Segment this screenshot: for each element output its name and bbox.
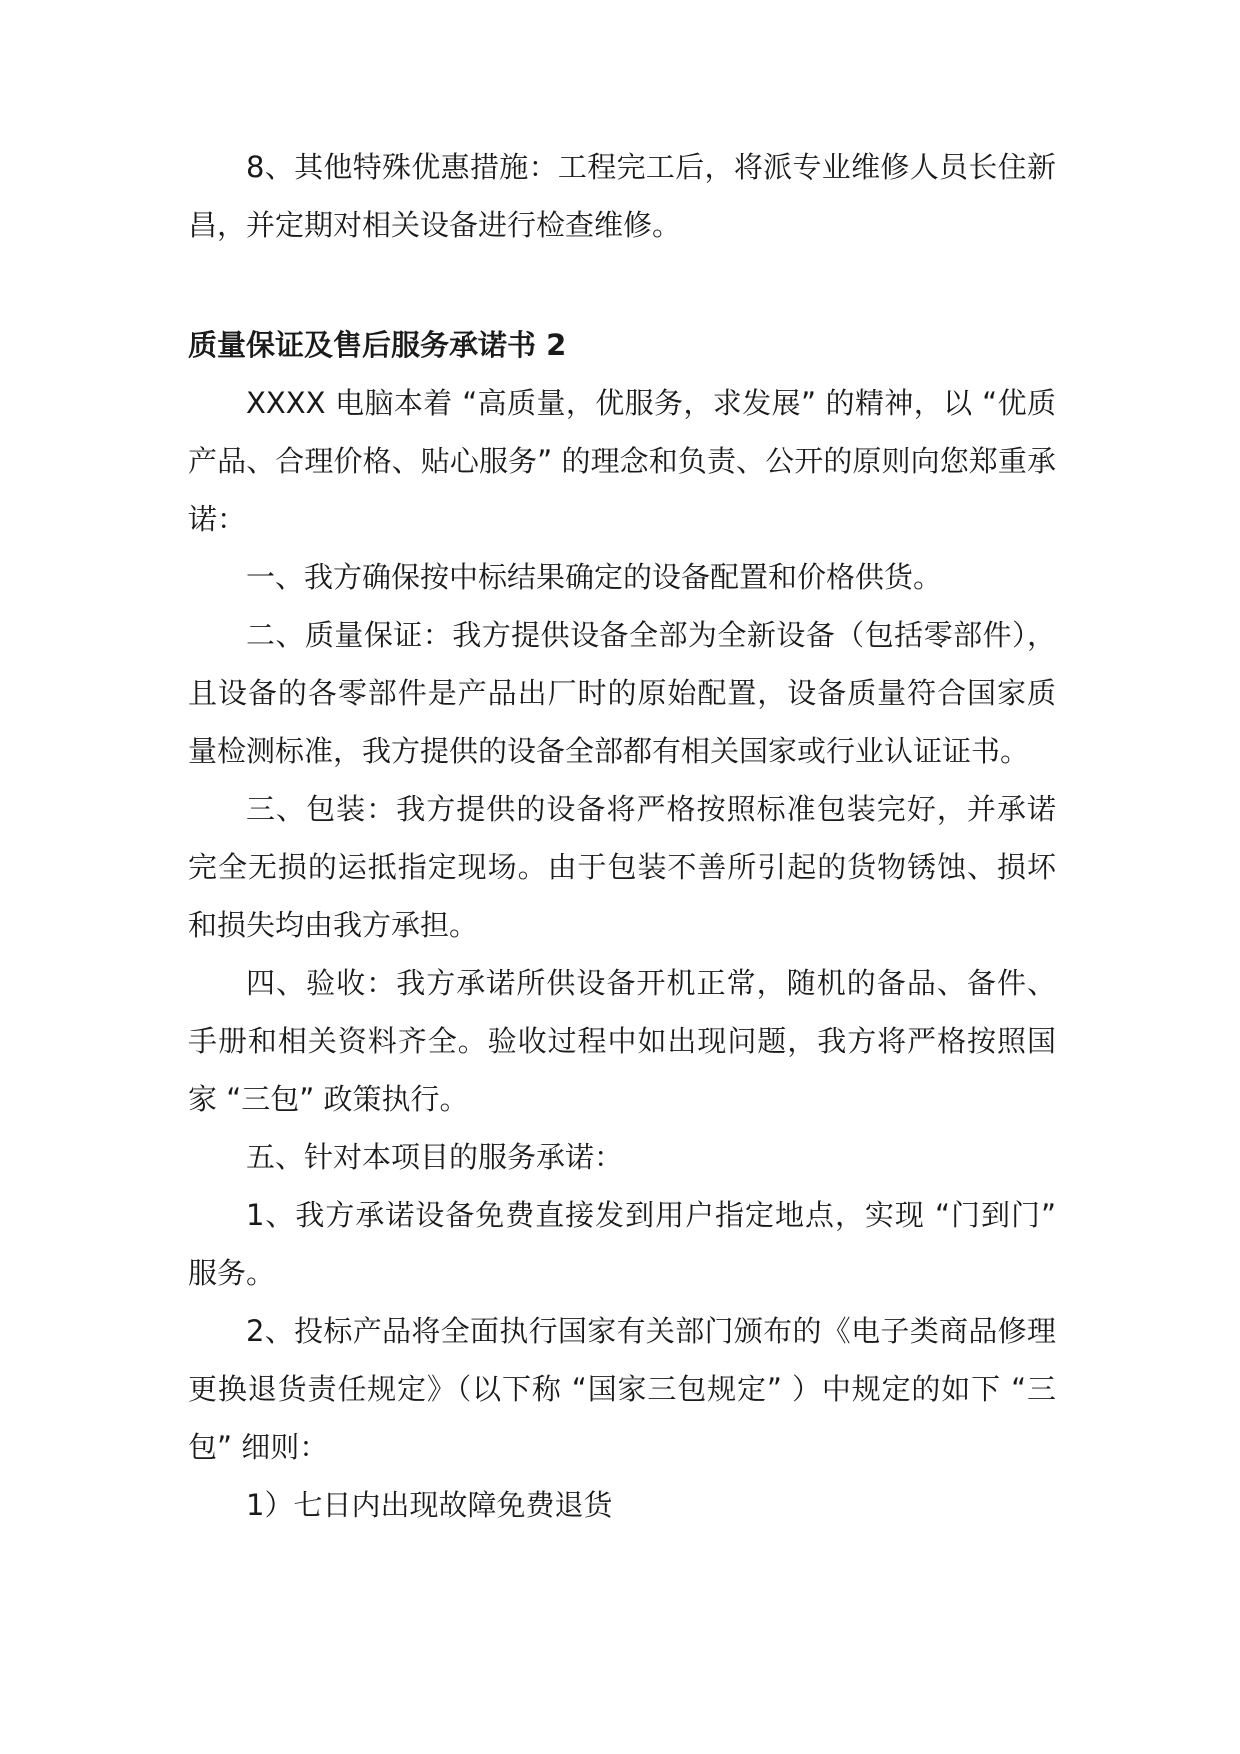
paragraph-item-1: 一、我方确保按中标结果确定的设备配置和价格供货。	[246, 560, 943, 594]
section-heading: 质量保证及售后服务承诺书 2	[188, 328, 567, 362]
paragraph-item-2: 二、质量保证：我方提供设备全部为全新设备（包括零部件），且设备的各零部件是产品出厂时的原始配置，设备质量符合国家质量检测标准，我方提供的设备全部都有相关国家或行业认证证书。	[188, 618, 1056, 768]
paragraph-special-measures: 8、其他特殊优惠措施：工程完工后，将派专业维修人员长住新昌，并定期对相关设备进行检查维修。	[188, 150, 1056, 242]
paragraph-subitem-1: 1、我方承诺设备免费直接发到用户指定地点，实现 “门到门” 服务。	[188, 1198, 1056, 1290]
paragraph-item-3: 三、包装：我方提供的设备将严格按照标准包装完好，并承诺完全无损的运抵指定现场。由于包装不善所引起的货物锈蚀、损坏和损失均由我方承担。	[188, 792, 1056, 942]
paragraph-commitment-intro: XXXX 电脑本着 “高质量，优服务，求发展” 的精神，以 “优质产品、合理价格、贴心服务” 的理念和负责、公开的原则向您郑重承诺：	[188, 386, 1056, 536]
paragraph-subitem-2-1: 1）七日内出现故障免费退货	[246, 1488, 613, 1522]
paragraph-item-5: 五、针对本项目的服务承诺：	[246, 1140, 624, 1174]
paragraph-item-4: 四、验收：我方承诺所供设备开机正常，随机的备品、备件、手册和相关资料齐全。验收过程中如出现问题，我方将严格按照国家 “三包” 政策执行。	[188, 966, 1056, 1116]
paragraph-subitem-2: 2、投标产品将全面执行国家有关部门颁布的《电子类商品修理更换退货责任规定》（以下称 “国家三包规定” ）中规定的如下 “三包” 细则：	[188, 1314, 1056, 1464]
document-page	[188, 138, 1056, 1534]
